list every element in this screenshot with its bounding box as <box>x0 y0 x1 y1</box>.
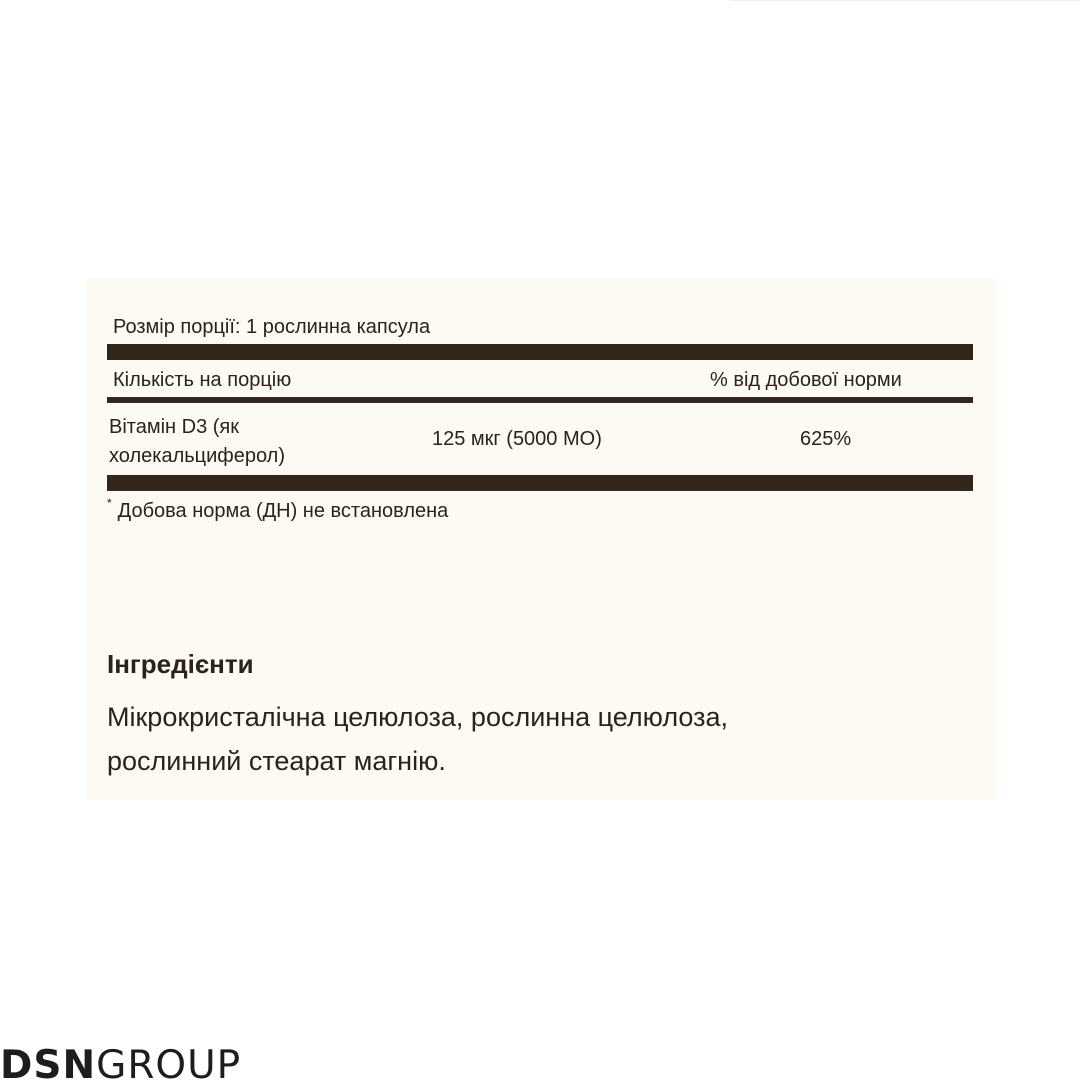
nutrient-name-line2: холекальциферол) <box>109 445 285 467</box>
table-bottom-bar <box>107 475 973 491</box>
footnote-text: Добова норма (ДН) не встановлена <box>117 500 449 522</box>
nutrient-amount: 125 мкг (5000 МО) <box>432 428 602 450</box>
serving-size: Розмір порції: 1 рослинна капсула <box>113 316 431 338</box>
ingredients-line2: рослинний стеарат магнію. <box>107 746 446 776</box>
logo-part-group: GROUP <box>96 1043 242 1088</box>
table-top-bar <box>107 344 973 360</box>
brand-logo <box>0 1043 242 1088</box>
top-divider <box>730 0 1080 1</box>
nutrient-name-line1: Вітамін D3 (як <box>109 416 239 438</box>
header-amount-per-serving: Кількість на порцію <box>113 369 292 391</box>
nutrient-daily-value: 625% <box>800 428 852 450</box>
footnote <box>107 496 449 523</box>
footnote-mark: * <box>107 496 112 510</box>
logo-part-dsn: DSN <box>0 1043 97 1088</box>
ingredients-line1: Мікрокристалічна целюлоза, рослинна целюлоза, <box>107 702 728 732</box>
ingredients-text <box>107 695 967 783</box>
ingredients-title: Інгредієнти <box>107 649 254 679</box>
nutrient-name <box>109 413 369 471</box>
header-daily-value: % від добової норми <box>710 369 902 391</box>
table-header-divider <box>107 397 973 403</box>
